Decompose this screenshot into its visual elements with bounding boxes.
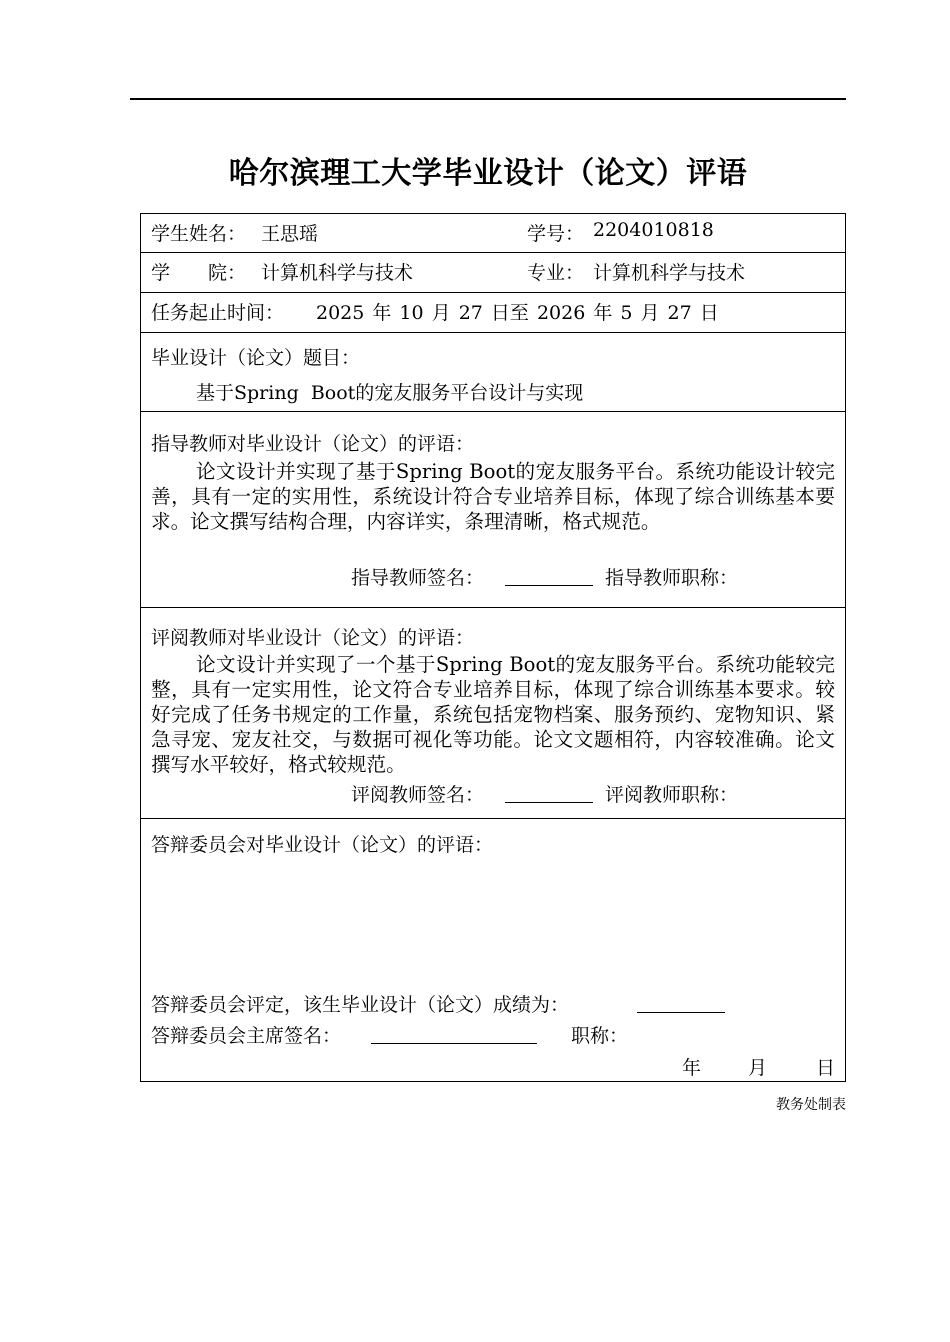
date-day: 日 [816,1057,836,1079]
student-id-label: 学号： [527,223,585,245]
advisor-label: 指导教师对毕业设计（论文）的评语： [151,433,475,455]
committee-label: 答辩委员会对毕业设计（论文）的评语： [151,834,494,856]
advisor-comment: 论文设计并实现了基于Spring Boot的宠友服务平台。系统功能设计较完善，具有一定的实用性，系统设计符合专业培养目标，体现了综合训练基本要求。论文撰写结构合理，内容详实，条理清晰，格式规范。 [151,460,835,533]
reviewer-section [141,608,845,819]
student-name-row [141,214,845,253]
reviewer-title-label: 评阅教师职称： [605,784,739,806]
advisor-title-label: 指导教师职称： [605,567,739,589]
committee-grade-field [637,990,725,1013]
page-title: 哈尔滨理工大学毕业设计（论文）评语 [228,156,748,191]
committee-chair-signature-field [371,1021,537,1044]
student-name-value: 王思瑶 [261,223,319,245]
college-label: 学 院： [151,262,247,284]
student-id-value: 2204010818 [593,219,714,241]
footnote: 教务处制表 [776,1097,846,1113]
advisor-sign-label: 指导教师签名： [351,567,485,589]
topic-label: 毕业设计（论文）题目： [151,347,361,369]
date-month: 月 [748,1057,768,1079]
reviewer-label: 评阅教师对毕业设计（论文）的评语： [151,627,475,649]
evaluation-form [140,213,846,1082]
reviewer-signature-field [505,780,593,803]
major-value: 计算机科学与技术 [593,262,746,284]
topic-value: 基于Spring Boot的宠友服务平台设计与实现 [196,382,584,404]
student-name-label: 学生姓名： [151,223,247,245]
advisor-section [141,412,845,608]
period-label: 任务起止时间： [151,302,285,324]
date-year: 年 [682,1057,702,1079]
major-label: 专业： [527,262,585,284]
reviewer-comment: 论文设计并实现了一个基于Spring Boot的宠友服务平台。系统功能较完整，具有一定实用性，论文符合专业培养目标，体现了综合训练基本要求。较好完成了任务书规定的工作量，系统包括宠物档案、服务预约、宠物知识、紧急寻宠、宠友社交，与数据可视化等功能。论文文题相符，内容较准确。论文撰写水平较好，格式较规范。 [151,653,835,776]
committee-rank-label: 职称： [571,1025,629,1047]
topic-row [141,333,845,412]
college-row [141,253,845,293]
committee-section [141,819,845,1081]
period-row [141,293,845,333]
header-rule [130,98,846,100]
period-value: 2025 年 10 月 27 日至 2026 年 5 月 27 日 [316,302,719,324]
committee-chair-label: 答辩委员会主席签名： [151,1025,342,1047]
college-value: 计算机科学与技术 [261,262,414,284]
reviewer-sign-label: 评阅教师签名： [351,784,485,806]
committee-grade-label: 答辩委员会评定，该生毕业设计（论文）成绩为： [151,994,570,1016]
advisor-signature-field [505,563,593,586]
